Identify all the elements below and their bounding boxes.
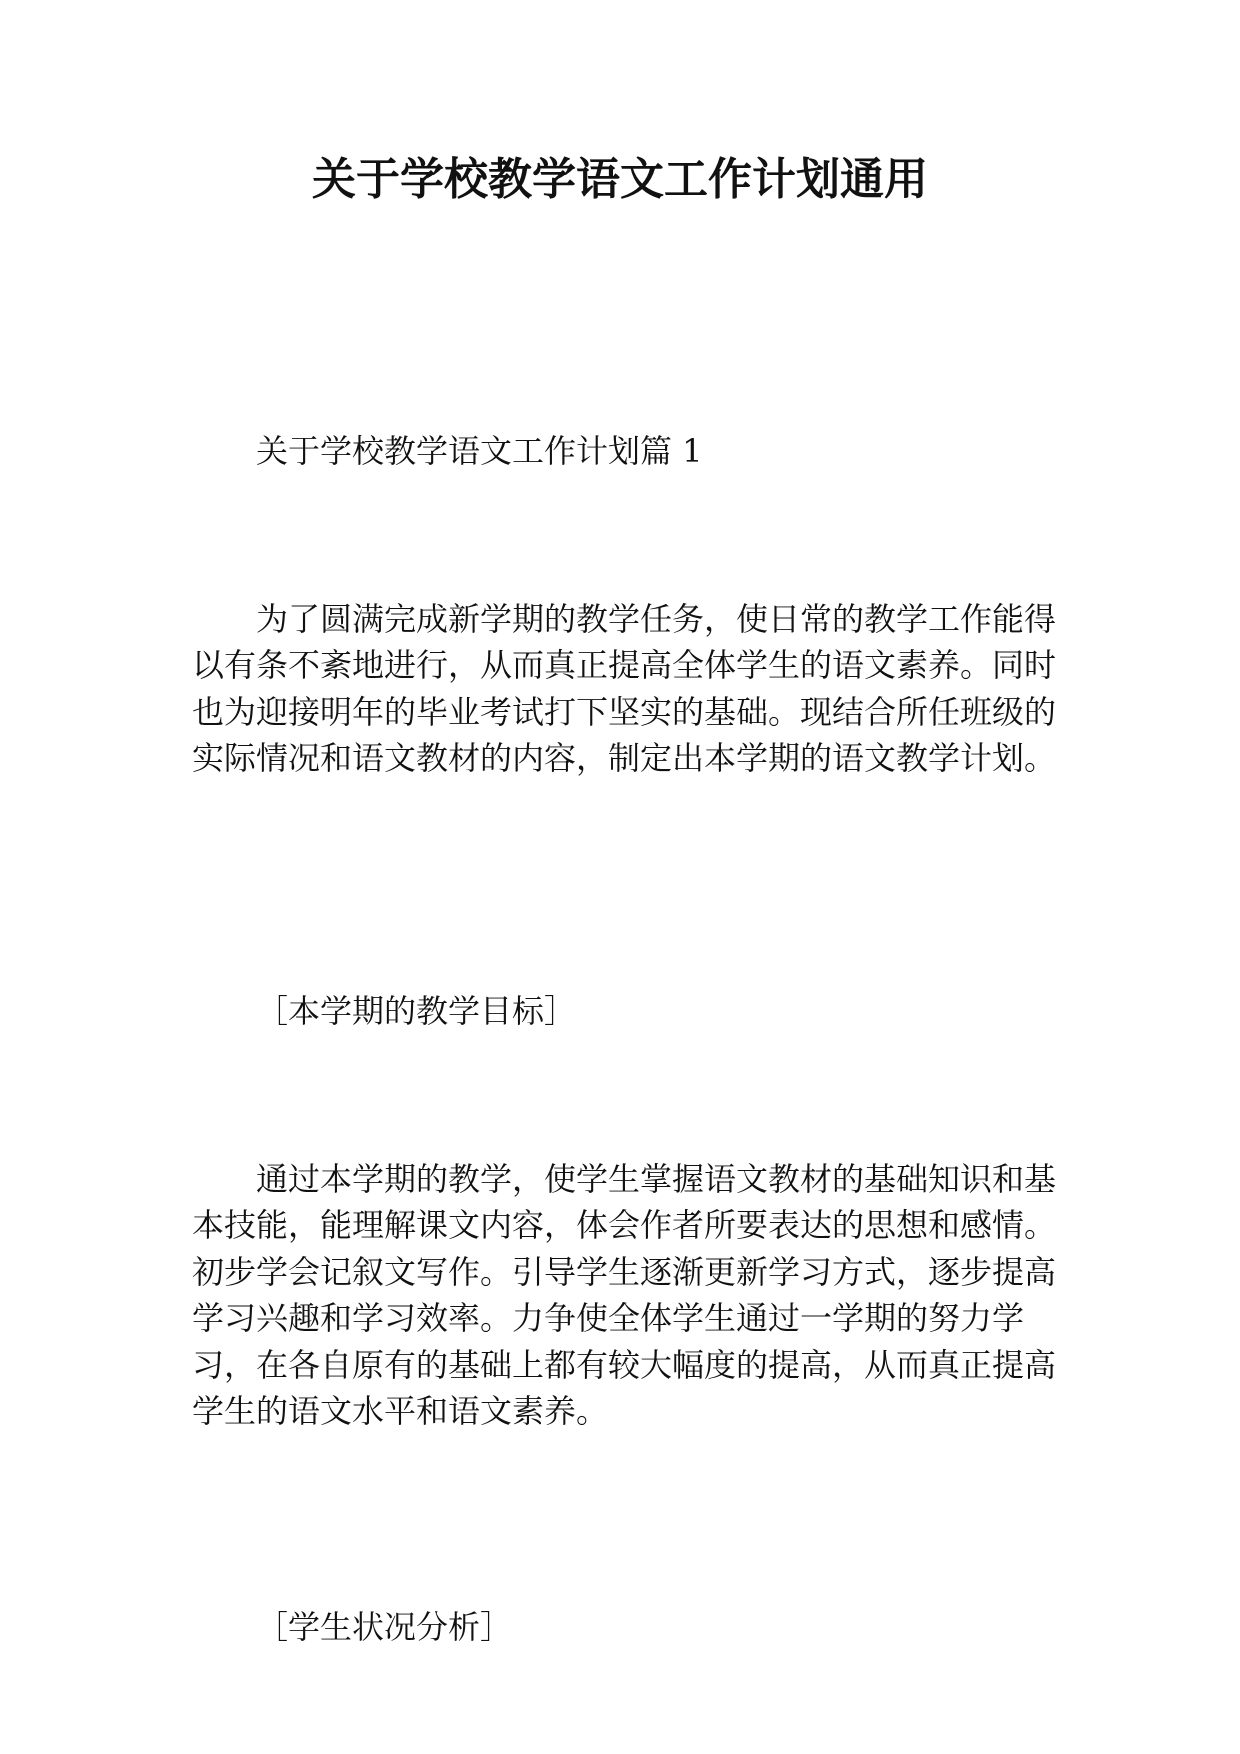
student-analysis-heading: ［学生状况分析］ bbox=[256, 1608, 513, 1646]
section-heading: 关于学校教学语文工作计划篇 1 bbox=[256, 432, 703, 470]
teaching-goals-paragraph: 通过本学期的教学，使学生掌握语文教材的基础知识和基本技能，能理解课文内容，体会作者所要表达的思想和感情。初步学会记叙文写作。引导学生逐渐更新学习方式，逐步提高学习兴趣和学习效率。力争使全体学生通过一学期的努力学习，在各自原有的基础上都有较大幅度的提高，从而真正提高学生的语文水平和语文素养。 bbox=[192, 1160, 1057, 1430]
document-title: 关于学校教学语文工作计划通用 bbox=[312, 154, 928, 205]
teaching-goals-heading: ［本学期的教学目标］ bbox=[256, 992, 577, 1030]
intro-paragraph: 为了圆满完成新学期的教学任务，使日常的教学工作能得以有条不紊地进行，从而真正提高全体学生的语文素养。同时也为迎接明年的毕业考试打下坚实的基础。现结合所任班级的实际情况和语文教材的内容，制定出本学期的语文教学计划。 bbox=[192, 600, 1057, 778]
